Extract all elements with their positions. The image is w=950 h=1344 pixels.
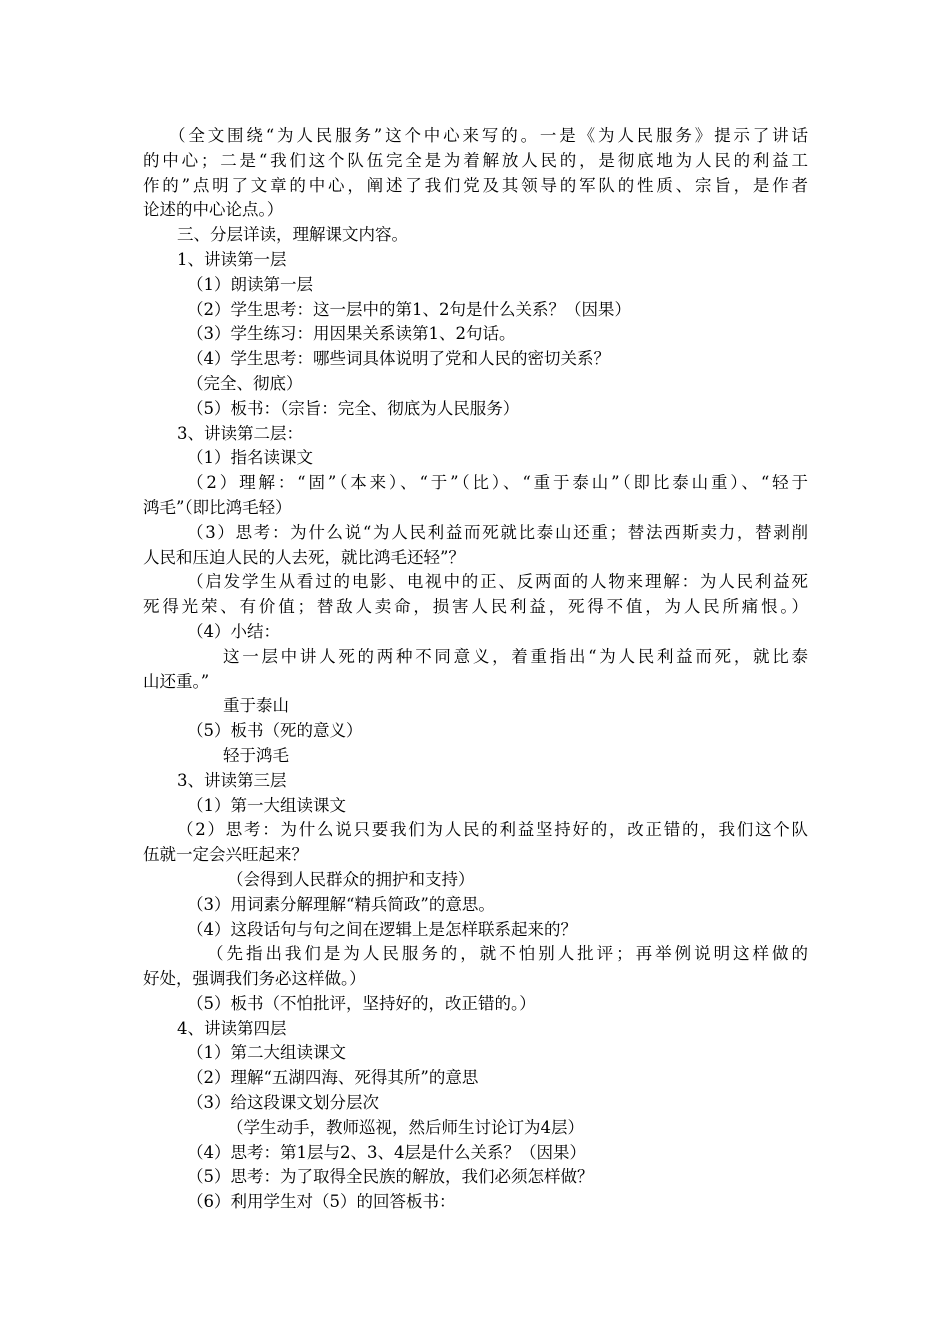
layer-3-item-2-line-2: 伍就一定会兴旺起来？ bbox=[143, 845, 308, 865]
layer-4-item-4: （4）思考：第1层与2、3、4层是什么关系？（因果） bbox=[187, 1142, 586, 1162]
layer-1-item-5: （5）板书：（宗旨：完全、彻底为人民服务） bbox=[187, 398, 520, 418]
layer-4-item-3-answer: （学生动手，教师巡视，然后师生讨论订为4层） bbox=[227, 1117, 584, 1137]
layer-3-item-2-line-1: （2）思考：为什么说只要我们为人民的利益坚持好的，改正错的，我们这个队 bbox=[177, 820, 808, 840]
layer-2-item-3-line-2: 人民和压迫人民的人去死，就比鸿毛还轻”？ bbox=[143, 547, 465, 567]
layer-2-hint-line-2: 死得光荣、有价值；替敌人卖命，损害人民利益，死得不值，为人民所痛恨。） bbox=[143, 597, 808, 617]
layer-2-board-bottom: 轻于鸿毛 bbox=[223, 745, 289, 765]
layer-3-item-3: （3）用词素分解理解“精兵简政”的意思。 bbox=[187, 894, 495, 914]
layer-2-item-2-line-1: （2）理解：“固”（本来）、“于”（比）、“重于泰山”（即比泰山重）、“轻于 bbox=[187, 473, 808, 493]
layer-4-item-2: （2）理解“五湖四海、死得其所”的意思 bbox=[187, 1068, 479, 1088]
layer-3-item-4-answer-line-2: 好处，强调我们务必这样做。） bbox=[143, 969, 366, 989]
intro-line-1: （全文围绕“为人民服务”这个中心来写的。一是《为人民服务》提示了讲话 bbox=[169, 126, 808, 145]
layer-4-title: 4、讲读第四层 bbox=[177, 1018, 287, 1038]
layer-2-item-1: （1）指名读课文 bbox=[187, 448, 313, 468]
document-body bbox=[143, 124, 808, 1215]
intro-line-4: 论述的中心论点。） bbox=[143, 200, 284, 220]
layer-1-title: 1、讲读第一层 bbox=[177, 249, 287, 269]
layer-2-board-top: 重于泰山 bbox=[223, 696, 289, 716]
layer-2-title: 3、讲读第二层： bbox=[177, 423, 303, 443]
layer-2-hint-line-1: （启发学生从看过的电影、电视中的正、反两面的人物来理解：为人民利益死 bbox=[187, 572, 808, 592]
layer-3-title: 3、讲读第三层 bbox=[177, 770, 287, 790]
layer-1-item-4-answer: （完全、彻底） bbox=[187, 373, 303, 393]
layer-1-item-1: （1）朗读第一层 bbox=[187, 274, 313, 294]
layer-2-board-label: （5）板书（死的意义） bbox=[187, 721, 363, 741]
layer-4-item-1: （1）第二大组读课文 bbox=[187, 1043, 346, 1063]
section-3-heading: 三、分层详读，理解课文内容。 bbox=[177, 225, 408, 245]
intro-line-3: 作的”点明了文章的中心，阐述了我们党及其领导的军队的性质、宗旨，是作者 bbox=[143, 175, 808, 195]
layer-2-item-2-line-2: 鸿毛”（即比鸿毛轻） bbox=[143, 497, 292, 517]
layer-4-item-6: （6）利用学生对（5）的回答板书： bbox=[187, 1192, 456, 1212]
layer-3-item-2-answer: （会得到人民群众的拥护和支持） bbox=[227, 869, 475, 889]
layer-3-item-5: （5）板书（不怕批评，坚持好的，改正错的。） bbox=[187, 993, 536, 1013]
intro-line-2: 的中心；二是“我们这个队伍完全是为着解放人民的，是彻底地为人民的利益工 bbox=[143, 150, 808, 170]
layer-3-item-4-answer-line-1: （先指出我们是为人民服务的，就不怕别人批评；再举例说明这样做的 bbox=[207, 944, 808, 964]
layer-3-item-4: （4）这段话句与句之间在逻辑上是怎样联系起来的？ bbox=[187, 919, 577, 939]
layer-2-summary-line-2: 山还重。” bbox=[143, 671, 210, 691]
layer-1-item-2: （2）学生思考：这一层中的第1、2句是什么关系？（因果） bbox=[187, 299, 631, 319]
layer-1-item-4: （4）学生思考：哪些词具体说明了党和人民的密切关系？ bbox=[187, 349, 610, 369]
layer-2-item-3-line-1: （3）思考：为什么说“为人民利益而死就比泰山还重；替法西斯卖力，替剥削 bbox=[187, 522, 808, 542]
layer-1-item-3: （3）学生练习：用因果关系读第1、2句话。 bbox=[187, 324, 516, 344]
layer-3-item-1: （1）第一大组读课文 bbox=[187, 795, 346, 815]
layer-4-item-3: （3）给这段课文划分层次 bbox=[187, 1093, 379, 1113]
layer-4-item-5: （5）思考：为了取得全民族的解放，我们必须怎样做？ bbox=[187, 1167, 594, 1187]
layer-2-summary-label: （4）小结： bbox=[187, 621, 280, 641]
layer-2-summary-line-1: 这一层中讲人死的两种不同意义，着重指出“为人民利益而死，就比泰 bbox=[223, 646, 808, 666]
